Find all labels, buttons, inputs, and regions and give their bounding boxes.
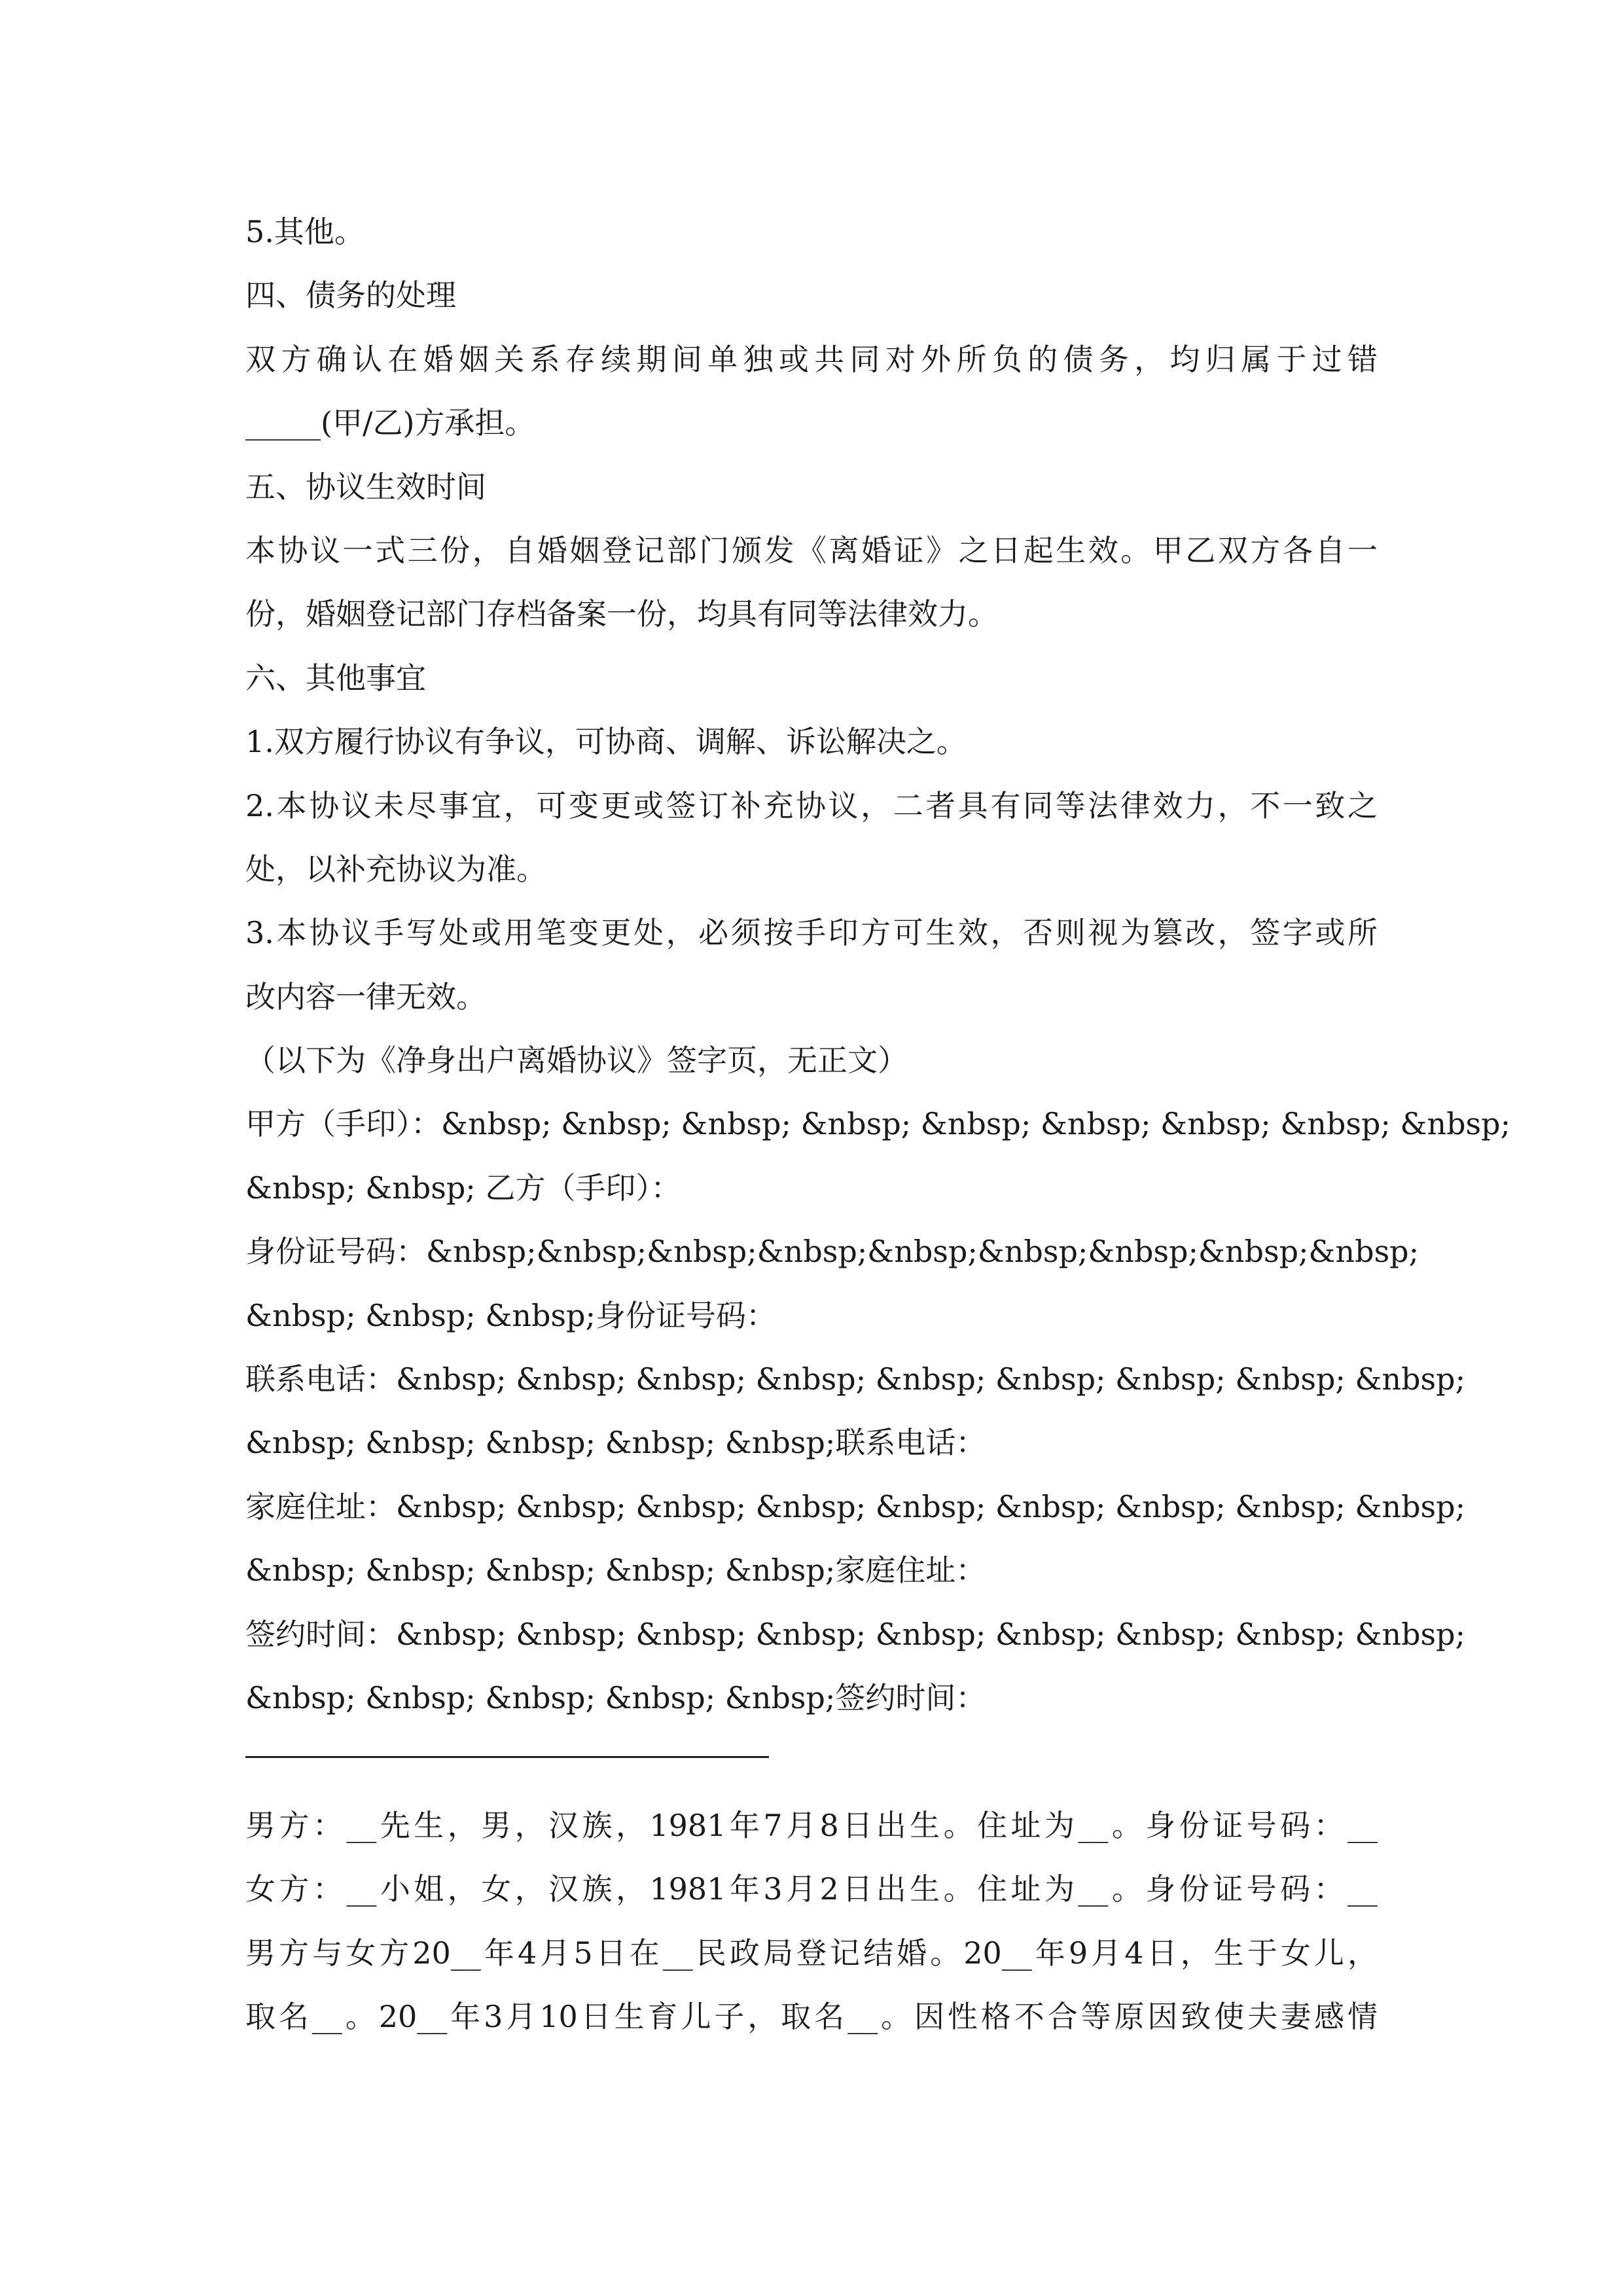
signature-line: &nbsp; &nbsp; &nbsp; &nbsp; &nbsp;联系电话：: [245, 1425, 986, 1461]
text-line: 女方：__小姐，女，汉族，1981年3月2日出生。住址为__。身份证号码：__: [245, 1871, 1378, 1907]
signature-line: 甲方（手印）：&nbsp; &nbsp; &nbsp; &nbsp; &nbsp; &nbsp; &nbsp; &nbsp; &nbsp;: [245, 1106, 1511, 1142]
text-line: 本协议一式三份，自婚姻登记部门颁发《离婚证》之日起生效。甲乙双方各自一: [245, 532, 1378, 568]
signature-line: &nbsp; &nbsp; &nbsp;身份证号码：: [245, 1297, 776, 1333]
text-line: 男方与女方20__年4月5日在__民政局登记结婚。20__年9月4日，生于女儿，: [245, 1935, 1378, 1971]
divider-rule: [245, 1756, 769, 1758]
section-heading: 四、债务的处理: [245, 278, 456, 314]
text-line: 2.本协议未尽事宜，可变更或签订补充协议，二者具有同等法律效力，不一致之: [245, 787, 1378, 823]
signature-line: 家庭住址：&nbsp; &nbsp; &nbsp; &nbsp; &nbsp; &nbsp; &nbsp; &nbsp; &nbsp;: [245, 1488, 1466, 1524]
signature-line: &nbsp; &nbsp; &nbsp; &nbsp; &nbsp;家庭住址：: [245, 1552, 986, 1588]
text-line: 5.其他。: [245, 214, 365, 249]
section-heading: 五、协议生效时间: [245, 469, 486, 505]
text-line: 份，婚姻登记部门存档备案一份，均具有同等法律效力。: [245, 596, 998, 632]
text-line: 处，以补充协议为准。: [245, 851, 546, 887]
text-line: 取名__。20__年3月10日生育儿子，取名__。因性格不合等原因致使夫妻感情: [245, 1998, 1378, 2034]
signature-line: &nbsp; &nbsp; &nbsp; &nbsp; &nbsp;签约时间：: [245, 1679, 986, 1715]
signature-line: &nbsp; &nbsp; 乙方（手印）：: [245, 1170, 681, 1206]
text-line: 双方确认在婚姻关系存续期间单独或共同对外所负的债务，均归属于过错: [245, 341, 1378, 377]
text-line: 3.本协议手写处或用笔变更处，必须按手印方可生效，否则视为篡改，签字或所: [245, 915, 1378, 951]
text-line: 男方：__先生，男，汉族，1981年7月8日出生。住址为__。身份证号码：__: [245, 1807, 1378, 1843]
document-page: [245, 200, 1511, 2049]
text-line: 改内容一律无效。: [245, 978, 486, 1014]
signature-line: 身份证号码：&nbsp;&nbsp;&nbsp;&nbsp;&nbsp;&nbsp;&nbsp;&nbsp;&nbsp;: [245, 1234, 1419, 1270]
text-line: _____(甲/乙)方承担。: [245, 405, 535, 441]
signature-line: 联系电话：&nbsp; &nbsp; &nbsp; &nbsp; &nbsp; &nbsp; &nbsp; &nbsp; &nbsp;: [245, 1361, 1466, 1397]
section-heading: 六、其他事宜: [245, 660, 426, 696]
text-line: 1.双方履行协议有争议，可协商、调解、诉讼解决之。: [245, 724, 967, 760]
signature-page-note: （以下为《净身出户离婚协议》签字页，无正文）: [245, 1043, 908, 1079]
signature-line: 签约时间：&nbsp; &nbsp; &nbsp; &nbsp; &nbsp; &nbsp; &nbsp; &nbsp; &nbsp;: [245, 1616, 1466, 1652]
divider: [245, 1730, 1417, 1793]
